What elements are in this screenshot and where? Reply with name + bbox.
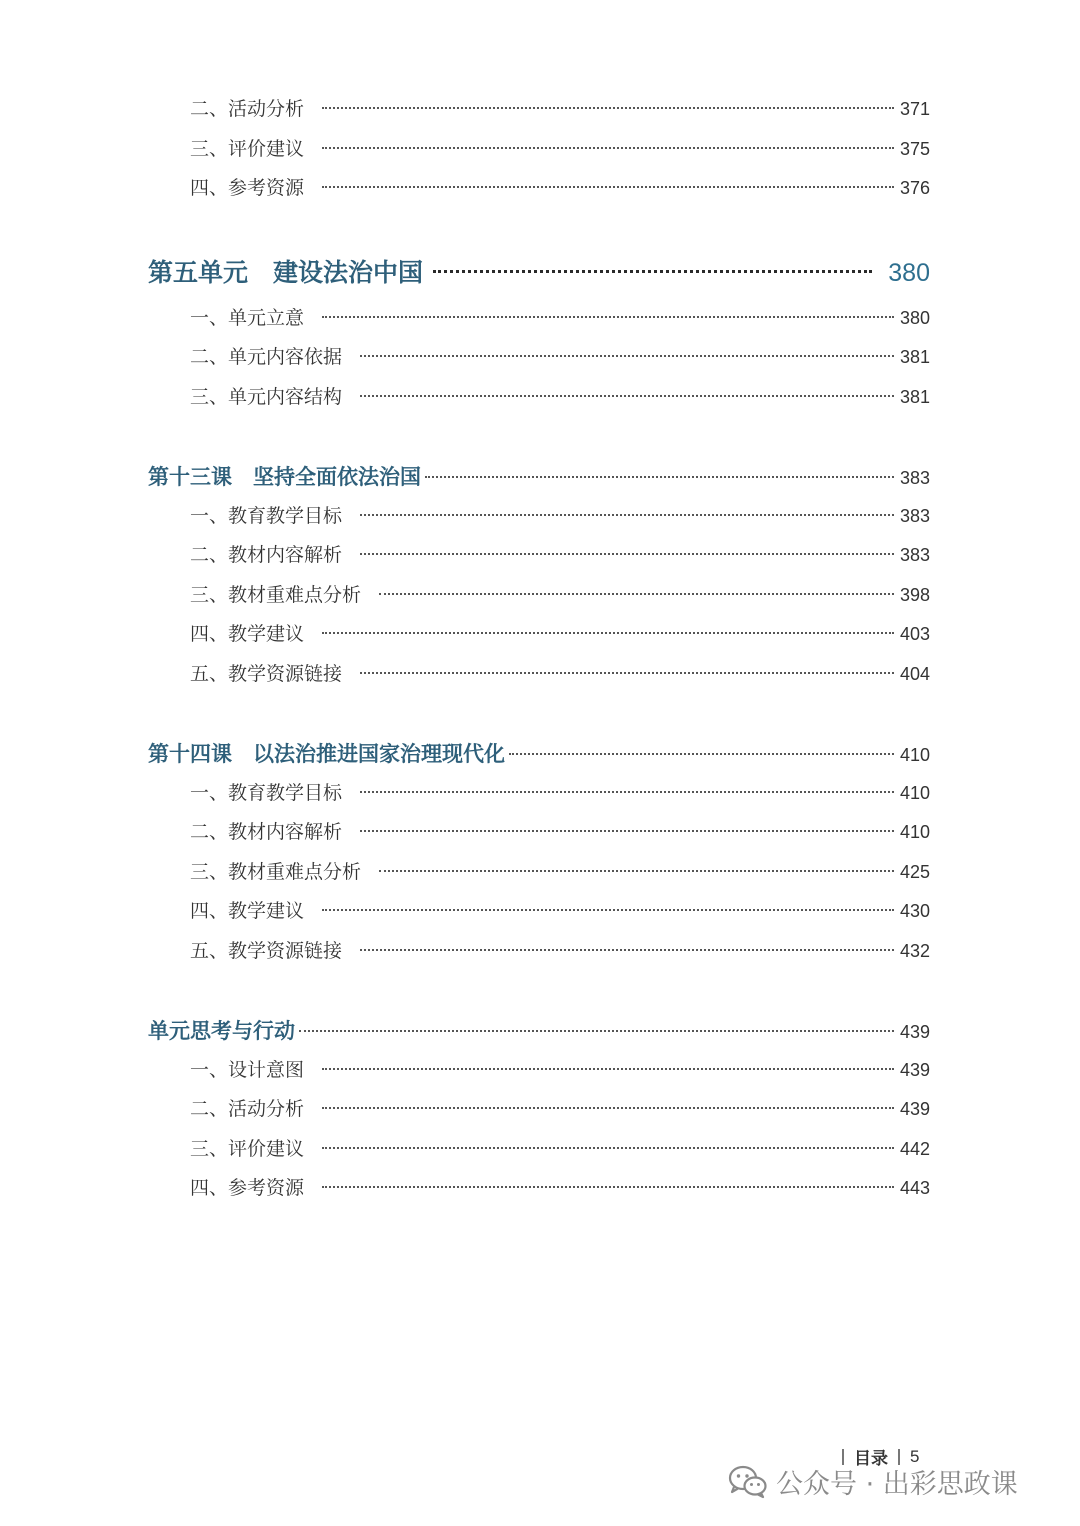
toc-item[interactable]	[148, 130, 930, 170]
toc-item-page: 425	[899, 861, 930, 882]
lesson-page: 439	[899, 1022, 930, 1042]
leader-dots	[322, 1068, 894, 1070]
toc-item[interactable]	[148, 1090, 930, 1130]
leader-dots	[360, 355, 894, 357]
leader-dots	[322, 632, 894, 634]
toc-item-page: 439	[899, 1099, 930, 1119]
toc-item-label: 三、教材重难点分析	[190, 860, 362, 883]
toc-item[interactable]	[148, 378, 930, 418]
toc-item-page: 404	[899, 663, 930, 684]
toc-item[interactable]	[148, 1169, 930, 1209]
toc-unit-heading[interactable]	[148, 247, 930, 299]
toc-item-page: 381	[899, 386, 930, 407]
leader-dots	[322, 186, 894, 188]
unit-page: 380	[888, 258, 930, 287]
toc-item[interactable]	[148, 813, 930, 853]
leader-dots	[299, 1030, 894, 1032]
leader-dots	[360, 553, 894, 555]
toc-item-label: 四、教学建议	[190, 900, 305, 922]
toc-item-page: 439	[899, 1059, 930, 1080]
unit-title: 第五单元 建设法治中国	[148, 257, 424, 287]
toc-item-label: 五、教学资源链接	[190, 939, 343, 962]
leader-dots	[322, 1186, 894, 1188]
toc-item-label: 三、教材重难点分析	[190, 583, 362, 606]
leader-dots	[360, 830, 894, 832]
footer-chapter: 目录	[854, 1449, 888, 1468]
toc-item-label: 二、教材内容解析	[190, 544, 343, 566]
toc-item[interactable]	[148, 497, 930, 537]
toc-item[interactable]	[148, 774, 930, 814]
leader-dots	[425, 476, 894, 478]
toc-item-page: 443	[899, 1178, 930, 1198]
leader-dots	[379, 593, 894, 595]
toc-item-page: 410	[899, 822, 930, 842]
toc-item-page: 383	[899, 545, 930, 565]
leader-dots	[360, 514, 894, 516]
toc-item[interactable]	[148, 1051, 930, 1091]
toc-item[interactable]	[148, 932, 930, 972]
toc-item-page: 383	[899, 505, 930, 526]
toc-item-label: 五、教学资源链接	[190, 662, 343, 685]
toc-item-label: 二、单元内容依据	[190, 346, 343, 368]
toc-item-label: 一、教育教学目标	[190, 781, 343, 804]
lesson-title: 单元思考与行动	[148, 1018, 295, 1043]
toc-item-label: 四、参考资源	[190, 177, 305, 199]
toc-item[interactable]	[148, 1130, 930, 1170]
toc-item-label: 一、教育教学目标	[190, 504, 343, 527]
toc-item-label: 三、单元内容结构	[190, 385, 343, 408]
leader-dots	[322, 1147, 894, 1149]
toc-item-page: 398	[899, 584, 930, 605]
toc-item-page: 430	[899, 901, 930, 921]
toc-item-page: 442	[899, 1138, 930, 1159]
toc-item-page: 371	[899, 99, 930, 119]
toc-item-page: 432	[899, 940, 930, 961]
leader-dots	[322, 909, 894, 911]
toc-item[interactable]	[148, 892, 930, 932]
toc-item-page: 375	[899, 138, 930, 159]
lesson-title: 第十四课 以法治推进国家治理现代化	[148, 741, 505, 766]
table-of-contents	[148, 90, 930, 1209]
leader-dots	[360, 395, 894, 397]
toc-item-label: 二、活动分析	[190, 98, 305, 120]
toc-item[interactable]	[148, 536, 930, 576]
toc-item[interactable]	[148, 299, 930, 339]
toc-item-page: 380	[899, 307, 930, 328]
toc-item-label: 四、参考资源	[190, 1177, 305, 1199]
page-number: 5	[910, 1446, 920, 1466]
toc-item-page: 376	[899, 178, 930, 198]
leader-dots	[509, 753, 894, 755]
toc-item[interactable]	[148, 169, 930, 209]
toc-item-page: 410	[899, 782, 930, 803]
toc-item-label: 一、单元立意	[190, 306, 305, 329]
toc-item[interactable]	[148, 576, 930, 616]
toc-item-label: 三、评价建议	[190, 1137, 305, 1160]
leader-dots	[322, 1107, 894, 1109]
toc-lesson-heading[interactable]	[148, 457, 930, 497]
leader-dots	[360, 949, 894, 951]
toc-lesson-heading[interactable]	[148, 734, 930, 774]
leader-dots	[322, 316, 894, 318]
watermark-text: 公众号 · 出彩思政课	[776, 1469, 1018, 1500]
lesson-title: 第十三课 坚持全面依法治国	[148, 464, 421, 489]
leader-dots	[322, 107, 894, 109]
toc-item-page: 381	[899, 347, 930, 367]
toc-item-label: 三、评价建议	[190, 137, 305, 160]
toc-lesson-heading[interactable]	[148, 1011, 930, 1051]
toc-item-label: 二、教材内容解析	[190, 821, 343, 843]
toc-item-label: 四、教学建议	[190, 623, 305, 645]
leader-dots	[322, 147, 894, 149]
lesson-page: 383	[899, 468, 930, 488]
toc-item[interactable]	[148, 338, 930, 378]
toc-item-label: 一、设计意图	[190, 1058, 305, 1081]
leader-dots	[379, 870, 894, 872]
leader-dots	[433, 270, 872, 273]
toc-item-label: 二、活动分析	[190, 1098, 305, 1120]
toc-item[interactable]	[148, 90, 930, 130]
leader-dots	[360, 672, 894, 674]
leader-dots	[360, 791, 894, 793]
watermark	[728, 1462, 1018, 1501]
wechat-icon	[728, 1465, 768, 1499]
toc-item[interactable]	[148, 655, 930, 695]
toc-item[interactable]	[148, 853, 930, 893]
toc-item-page: 403	[899, 624, 930, 644]
lesson-page: 410	[899, 745, 930, 765]
toc-item[interactable]	[148, 615, 930, 655]
